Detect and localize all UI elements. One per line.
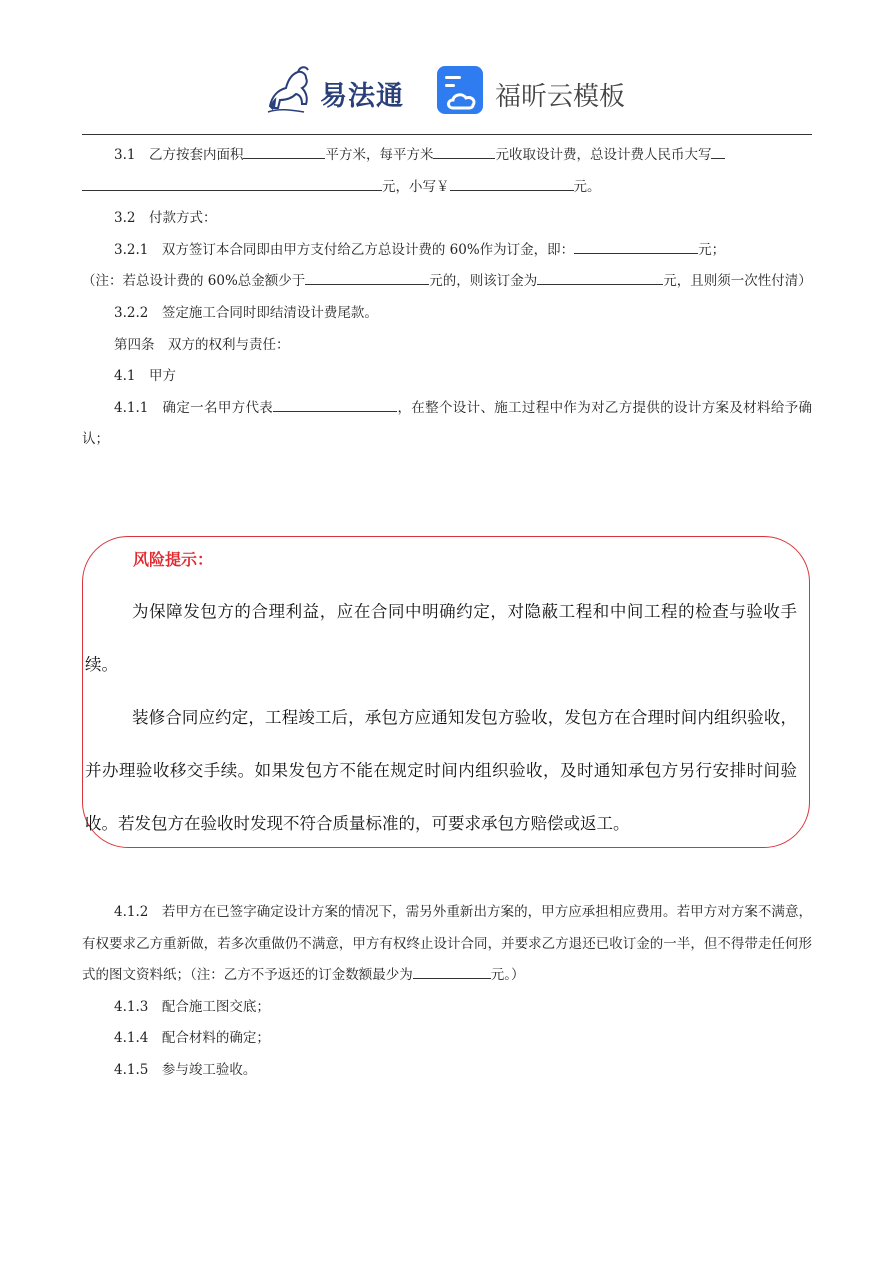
blank-unit-price[interactable] — [433, 143, 495, 159]
cloud-doc-icon — [435, 64, 485, 116]
risk-paragraph-1: 为保障发包方的合理利益，应在合同中明确约定，对隐蔽工程和中间工程的检查与验收手续。 — [85, 602, 797, 674]
clause-4-1-3: 4.1.3 配合施工图交底； — [114, 998, 270, 1015]
clause-4-1-2: 4.1.2 若甲方在已签字确定设计方案的情况下，需另外重新出方案的，甲方应承担相应费用。若甲方对方案不满意，有权要求乙方重新做，若多次重做仍不满意，甲方有权终止设计合同，并要求乙方退还已收订金的一半，但不得带走任何形式的图文资料纸；（注：乙方不予返还的订金数额最少为 元。） — [82, 904, 812, 984]
logo1-text: 易法通 — [320, 81, 404, 112]
blank-representative[interactable] — [273, 396, 397, 412]
risk-paragraph-2: 装修合同应约定，工程竣工后，承包方应通知发包方验收，发包方在合理时间内组织验收，并办理验收移交手续。如果发包方不能在规定时间内组织验收，及时通知承包方另行安排时间验收。若发包方在验收时发现不符合质量标准的，可要求承包方赔偿或返工。 — [85, 708, 797, 833]
blank-deposit[interactable] — [574, 238, 698, 254]
blank-deposit-amount[interactable] — [537, 269, 663, 285]
article-4-title: 第四条 双方的权利与责任： — [114, 336, 290, 353]
logo2-text: 福昕云模板 — [495, 82, 626, 112]
clause-3-2-2: 3.2.2 签定施工合同时即结清设计费尾款。 — [114, 304, 378, 321]
blank-total-upper-b[interactable] — [82, 175, 382, 191]
header-rule — [82, 134, 812, 135]
risk-warning-box — [82, 536, 810, 848]
blank-min-amount[interactable] — [305, 269, 429, 285]
clause-4-1: 4.1 甲方 — [114, 368, 176, 385]
section-4-continued — [82, 897, 812, 1087]
clause-4-1-5: 4.1.5 参与竣工验收。 — [114, 1061, 257, 1078]
yifatong-logo — [262, 62, 412, 120]
blank-total-lower[interactable] — [450, 175, 574, 191]
note-deposit: （注：若总设计费的 60%总金额少于 元的，则该订金为 元，且则须一次性付清） — [82, 266, 812, 298]
horse-icon — [262, 62, 320, 120]
blank-nonrefundable[interactable] — [413, 963, 491, 979]
section-3 — [82, 140, 812, 456]
page-header — [0, 58, 893, 128]
risk-title: 风险提示： — [133, 550, 214, 569]
blank-area[interactable] — [243, 143, 325, 159]
clause-3-2: 3.2 付款方式： — [114, 210, 217, 227]
blank-total-upper-a[interactable] — [711, 143, 725, 159]
clause-4-1-1: 4.1.1 确定一名甲方代表 ，在整个设计、施工过程中作为对乙方提供的设计方案及材料给予确认； — [82, 393, 812, 456]
clause-3-2-1: 3.2.1 双方签订本合同即由甲方支付给乙方总设计费的 60%作为订金，即： 元； — [82, 235, 812, 267]
clause-3-1: 3.1 乙方按套内面积 平方米，每平方米 元收取设计费，总设计费人民币大写 元，小写￥ 元。 — [82, 140, 812, 203]
clause-4-1-4: 4.1.4 配合材料的确定； — [114, 1030, 270, 1047]
risk-body — [85, 585, 797, 850]
